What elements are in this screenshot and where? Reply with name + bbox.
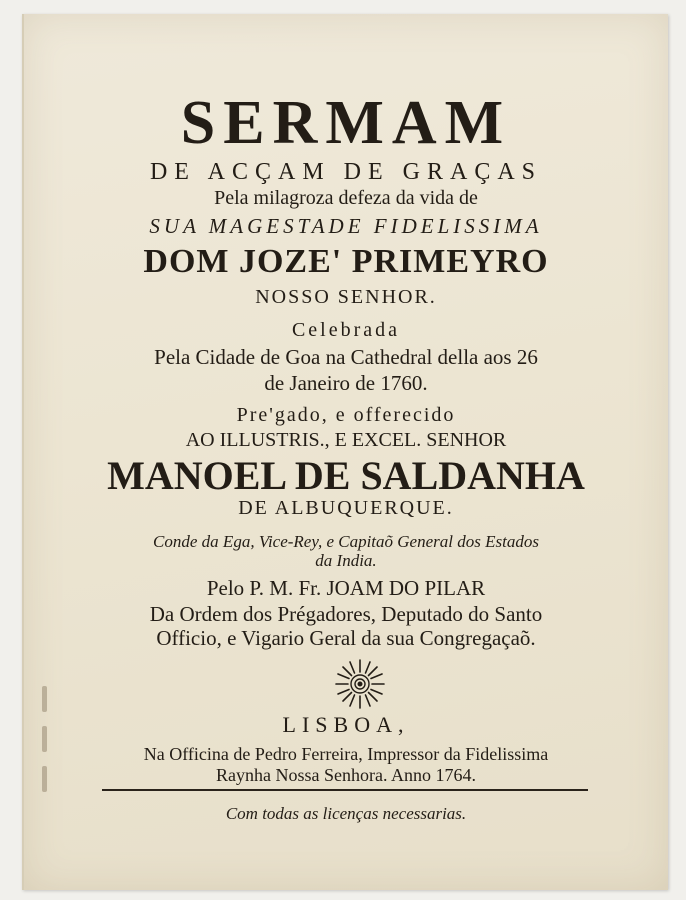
author-line: Da Ordem dos Prégadores, Deputado do Santo xyxy=(149,602,543,626)
imprint-line: Raynha Nossa Senhora. Anno 1764. xyxy=(216,765,476,785)
celebrated-heading: Celebrada xyxy=(291,319,401,341)
license-note: Com todas as licenças necessarias. xyxy=(225,804,467,823)
imprint-line: Na Officina de Pedro Ferreira, Impressor da Fidelissima xyxy=(143,744,549,764)
imprint-city: LISBOA, xyxy=(282,712,410,737)
binding-stitch xyxy=(42,686,47,712)
subtitle-line: DE ACÇAM DE GRAÇAS xyxy=(149,159,543,185)
author-line: Officio, e Vigario Geral da sua Congregaçaõ. xyxy=(156,626,536,650)
celebrated-date: de Janeiro de 1760. xyxy=(264,371,428,395)
patron-title: Conde da Ega, Vice-Rey, e Capitaõ General dos Estados xyxy=(153,532,539,551)
sun-printers-ornament-icon xyxy=(334,658,386,710)
patron-surname: DE ALBUQUERQUE. xyxy=(238,497,454,519)
preached-heading: Pre'gado, e offerecido xyxy=(236,404,456,426)
subtitle-line: Pela milagroza defeza da vida de xyxy=(214,187,478,209)
celebrated-line: Pela Cidade de Goa na Cathedral della aos 26 xyxy=(154,345,538,369)
horizontal-rule xyxy=(102,789,588,791)
title-page xyxy=(22,14,668,890)
dedication-line: AO ILLUSTRIS., E EXCEL. SENHOR xyxy=(185,429,507,451)
patron-title: da India. xyxy=(315,551,377,570)
patron-name: MANOEL DE SALDANHA xyxy=(107,453,585,498)
subtitle-line: NOSSO SENHOR. xyxy=(255,286,437,308)
page-title: SERMAM xyxy=(180,89,512,157)
author-line: Pelo P. M. Fr. JOAM DO PILAR xyxy=(206,576,486,600)
subtitle-line: SUA MAGESTADE FIDELISSIMA xyxy=(149,214,543,238)
king-name: DOM JOZE' PRIMEYRO xyxy=(143,243,549,280)
